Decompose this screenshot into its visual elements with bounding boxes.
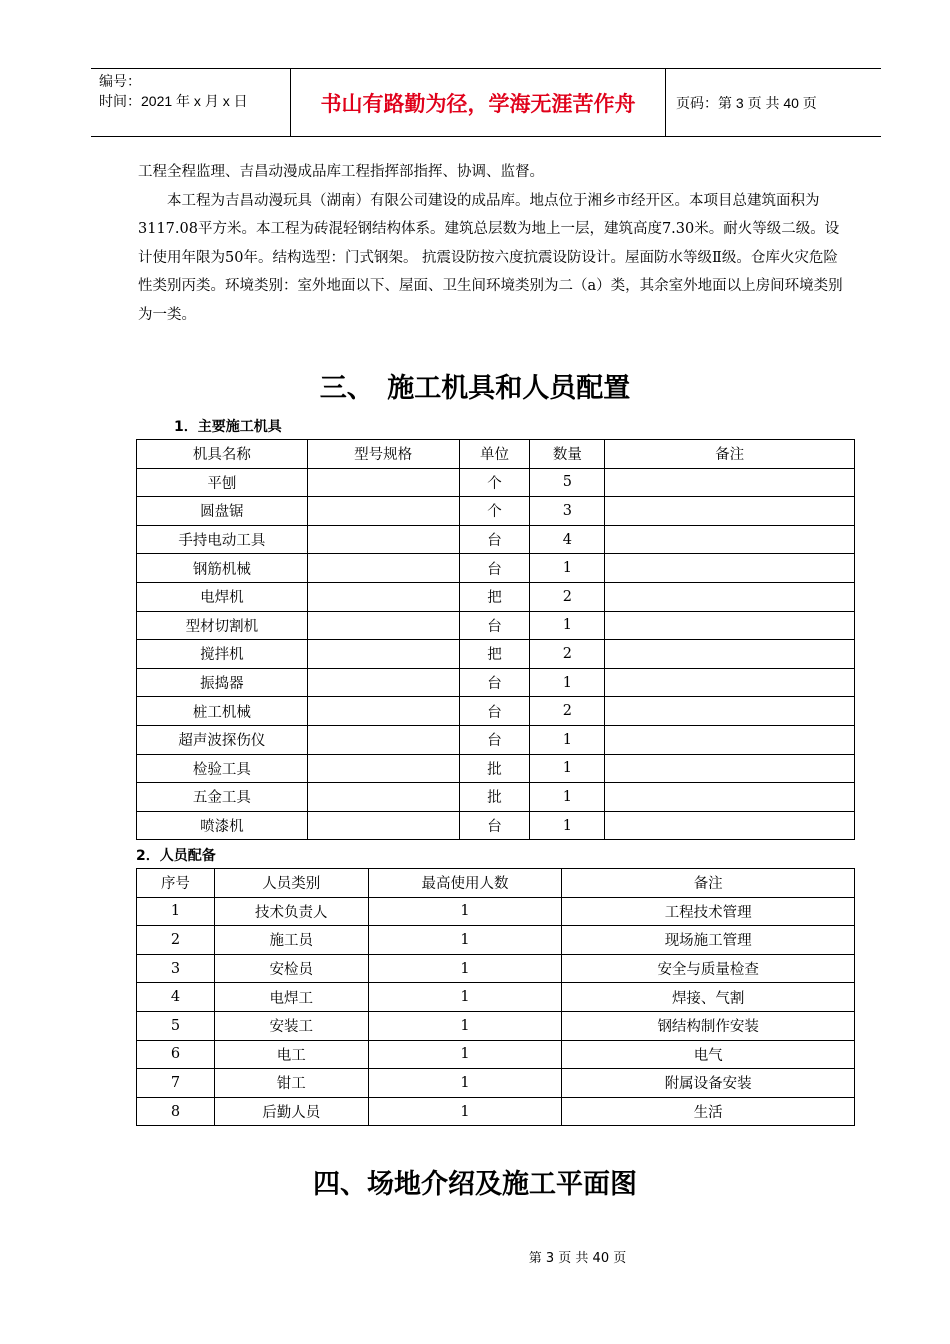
table-cell: 1 (530, 754, 605, 783)
table-cell (605, 582, 855, 611)
table-cell: 钢筋机械 (137, 554, 308, 583)
header-motto: 书山有路勤为径，学海无涯苦作舟 (291, 69, 666, 136)
table-cell (605, 668, 855, 697)
table-cell: 检验工具 (137, 754, 308, 783)
table-row (137, 897, 855, 926)
table-cell (307, 611, 459, 640)
column-header: 序号 (137, 869, 215, 898)
table-row (137, 697, 855, 726)
column-header: 人员类别 (214, 869, 368, 898)
table-cell: 工程技术管理 (562, 897, 855, 926)
table-cell: 钳工 (214, 1069, 368, 1098)
table-header-row (137, 440, 855, 469)
table-cell: 3 (137, 954, 215, 983)
table-cell: 把 (459, 640, 530, 669)
table-cell: 1 (368, 1097, 562, 1126)
table-cell: 台 (459, 725, 530, 754)
staff-title: 2．人员配备 (136, 848, 216, 864)
table-cell (307, 640, 459, 669)
table-cell: 2 (530, 640, 605, 669)
table-cell: 批 (459, 754, 530, 783)
intro-paragraph: 本工程为吉昌动漫玩具（湖南）有限公司建设的成品库。地点位于湘乡市经开区。本项目总建筑面积为3117.08平方米。本工程为砖混轻钢结构体系。建筑总层数为地上一层，建筑高度7.30米。耐火等级二级。设计使用年限为50年。结构选型：门式钢架。 抗震设防按六度抗震设防设计。屋面防水等级Ⅱ级。仓库火灾危险性类别丙类。环境类别：室外地面以下、屋面、卫生间环境类别为二（a）类，其余室外地面以上房间环境类别为一类。 (138, 192, 843, 323)
table-cell: 把 (459, 582, 530, 611)
table-cell: 手持电动工具 (137, 525, 308, 554)
table-cell: 电气 (562, 1040, 855, 1069)
table-cell (605, 497, 855, 526)
table-cell (307, 783, 459, 812)
table-cell: 1 (368, 1069, 562, 1098)
table-cell: 钢结构制作安装 (562, 1011, 855, 1040)
table-cell (307, 582, 459, 611)
table-cell (307, 811, 459, 840)
table-row (137, 611, 855, 640)
header-meta (91, 69, 291, 136)
table-cell: 6 (137, 1040, 215, 1069)
section-4-title: 四、场地介绍及施工平面图 (313, 1169, 637, 1200)
table-cell: 5 (137, 1011, 215, 1040)
table-cell: 桩工机械 (137, 697, 308, 726)
document-number-label: 编号： (99, 73, 141, 89)
table-cell (605, 554, 855, 583)
table-cell: 1 (368, 926, 562, 955)
table-cell: 台 (459, 525, 530, 554)
table-cell: 个 (459, 468, 530, 497)
column-header: 数量 (530, 440, 605, 469)
table-cell: 个 (459, 497, 530, 526)
table-cell (307, 468, 459, 497)
table-cell: 施工员 (214, 926, 368, 955)
column-header: 型号规格 (307, 440, 459, 469)
table-cell: 台 (459, 668, 530, 697)
table-row (137, 668, 855, 697)
table-cell: 5 (530, 468, 605, 497)
table-cell: 台 (459, 554, 530, 583)
table-row (137, 582, 855, 611)
table-row (137, 640, 855, 669)
table-row (137, 983, 855, 1012)
machines-table (136, 439, 855, 840)
table-cell: 7 (137, 1069, 215, 1098)
table-cell: 台 (459, 811, 530, 840)
table-row (137, 468, 855, 497)
document-time-label: 时间：2021 年 x 月 x 日 (99, 93, 248, 109)
table-row (137, 1097, 855, 1126)
table-cell: 台 (459, 697, 530, 726)
table-cell: 1 (368, 897, 562, 926)
table-cell: 1 (530, 668, 605, 697)
table-cell: 1 (368, 1011, 562, 1040)
column-header: 单位 (459, 440, 530, 469)
table-cell: 生活 (562, 1097, 855, 1126)
table-cell: 3 (530, 497, 605, 526)
table-row (137, 554, 855, 583)
table-cell: 2 (530, 697, 605, 726)
table-cell: 1 (530, 554, 605, 583)
table-cell (307, 497, 459, 526)
table-row (137, 783, 855, 812)
table-cell: 台 (459, 611, 530, 640)
table-cell: 2 (137, 926, 215, 955)
staff-table (136, 868, 855, 1126)
table-cell: 4 (530, 525, 605, 554)
table-cell: 超声波探伤仪 (137, 725, 308, 754)
table-cell: 型材切割机 (137, 611, 308, 640)
column-header: 备注 (562, 869, 855, 898)
table-cell: 振捣器 (137, 668, 308, 697)
table-row (137, 725, 855, 754)
table-cell: 2 (530, 582, 605, 611)
table-cell: 电焊机 (137, 582, 308, 611)
table-cell: 1 (530, 611, 605, 640)
table-cell: 1 (368, 983, 562, 1012)
table-cell: 1 (137, 897, 215, 926)
table-cell: 1 (530, 725, 605, 754)
table-row (137, 497, 855, 526)
table-cell (307, 697, 459, 726)
table-cell: 批 (459, 783, 530, 812)
table-row (137, 525, 855, 554)
table-cell: 五金工具 (137, 783, 308, 812)
table-row (137, 954, 855, 983)
column-header: 备注 (605, 440, 855, 469)
table-cell: 1 (530, 783, 605, 812)
table-cell (307, 668, 459, 697)
table-cell (605, 754, 855, 783)
page-footer: 第 3 页 共 40 页 (528, 1251, 627, 1266)
table-cell (307, 754, 459, 783)
intro-text (138, 158, 850, 330)
table-cell: 安装工 (214, 1011, 368, 1040)
header-page-number: 页码：第 3 页 共 40 页 (676, 94, 817, 111)
table-cell: 1 (368, 954, 562, 983)
table-row (137, 1011, 855, 1040)
table-cell: 附属设备安装 (562, 1069, 855, 1098)
table-cell (307, 525, 459, 554)
page-header (91, 68, 881, 137)
table-row (137, 926, 855, 955)
table-cell: 电工 (214, 1040, 368, 1069)
table-cell: 喷漆机 (137, 811, 308, 840)
intro-line: 工程全程监理、吉昌动漫成品库工程指挥部指挥、协调、监督。 (138, 164, 544, 180)
table-cell: 搅拌机 (137, 640, 308, 669)
table-cell (605, 468, 855, 497)
table-cell: 4 (137, 983, 215, 1012)
table-cell: 安检员 (214, 954, 368, 983)
table-cell: 技术负责人 (214, 897, 368, 926)
table-cell: 电焊工 (214, 983, 368, 1012)
table-cell (307, 725, 459, 754)
table-cell: 1 (368, 1040, 562, 1069)
column-header: 最高使用人数 (368, 869, 562, 898)
table-cell: 后勤人员 (214, 1097, 368, 1126)
table-header-row (137, 869, 855, 898)
table-cell: 圆盘锯 (137, 497, 308, 526)
table-cell (605, 525, 855, 554)
table-cell: 安全与质量检查 (562, 954, 855, 983)
table-cell (605, 697, 855, 726)
table-row (137, 1040, 855, 1069)
table-cell (605, 811, 855, 840)
table-row (137, 1069, 855, 1098)
table-cell: 现场施工管理 (562, 926, 855, 955)
table-cell (605, 611, 855, 640)
table-cell: 焊接、气割 (562, 983, 855, 1012)
table-cell (605, 640, 855, 669)
table-row (137, 811, 855, 840)
table-cell (605, 725, 855, 754)
section-3-title: 三、 施工机具和人员配置 (319, 373, 631, 404)
table-cell: 1 (530, 811, 605, 840)
table-cell: 平刨 (137, 468, 308, 497)
machines-title: 1．主要施工机具 (174, 419, 282, 435)
table-cell (605, 783, 855, 812)
column-header: 机具名称 (137, 440, 308, 469)
table-cell (307, 554, 459, 583)
table-row (137, 754, 855, 783)
table-cell: 8 (137, 1097, 215, 1126)
